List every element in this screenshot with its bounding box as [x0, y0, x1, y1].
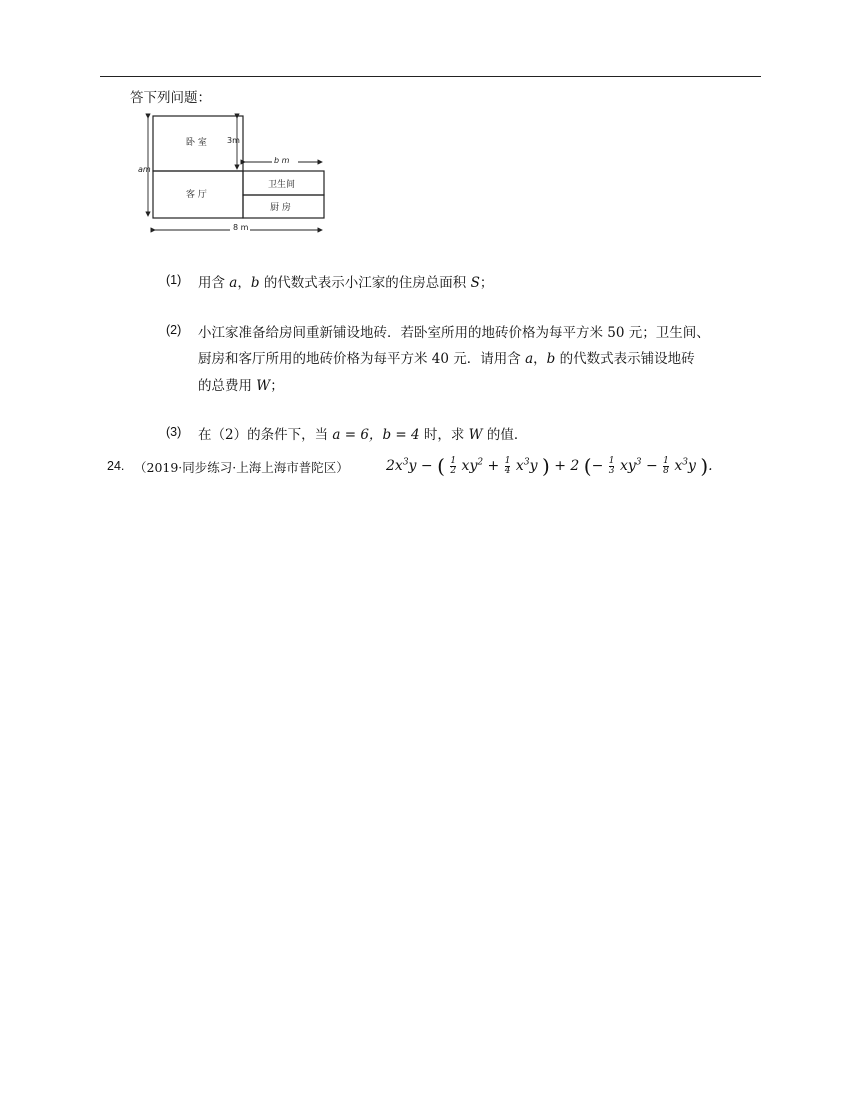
dim-a-label: am [138, 165, 151, 174]
q2-number: (2) [166, 323, 182, 337]
problem-24-expression: $2x^3y$ − ( $\frac{1}{2}$ $xy^2$ + $\frac{1}{4}$ $x^3y$ ) + 2 (− $\frac{1}{3}$ $xy^3$ − $\frac{1}{8}$ $x^3y$ ). [386, 454, 713, 478]
q2-line2: 厨房和客厅所用的地砖价格为每平方米 40 元．请用含 a，b 的代数式表示铺设地砖 [198, 351, 695, 367]
intro-text: 答下列问题： [130, 90, 211, 106]
problem-24-number: 24. [107, 459, 125, 473]
bathroom-label: 卫生间 [268, 180, 296, 190]
q2-line3: 的总费用 W； [198, 378, 284, 394]
kitchen-label: 厨 房 [270, 203, 291, 213]
q2-line1: 小江家准备给房间重新铺设地砖．若卧室所用的地砖价格为每平方米 50 元；卫生间、 [198, 325, 710, 341]
floor-plan-figure [138, 108, 334, 238]
dim-b-label: b m [274, 156, 290, 165]
dim-8m-label: 8 m [233, 223, 249, 232]
header-rule [100, 76, 761, 77]
q1-number: (1) [166, 273, 182, 287]
dim-3m-label: 3m [227, 136, 240, 145]
q3-text: 在（2）的条件下，当 a = 6，b = 4 时，求 W 的值． [198, 427, 528, 443]
problem-24-source: （2019·同步练习·上海上海市普陀区） [134, 460, 349, 475]
q3-number: (3) [166, 425, 182, 439]
bedroom-label: 卧 室 [186, 138, 207, 148]
living-label: 客 厅 [186, 190, 207, 200]
q1-text: 用含 a，b 的代数式表示小江家的住房总面积 S； [198, 275, 494, 291]
